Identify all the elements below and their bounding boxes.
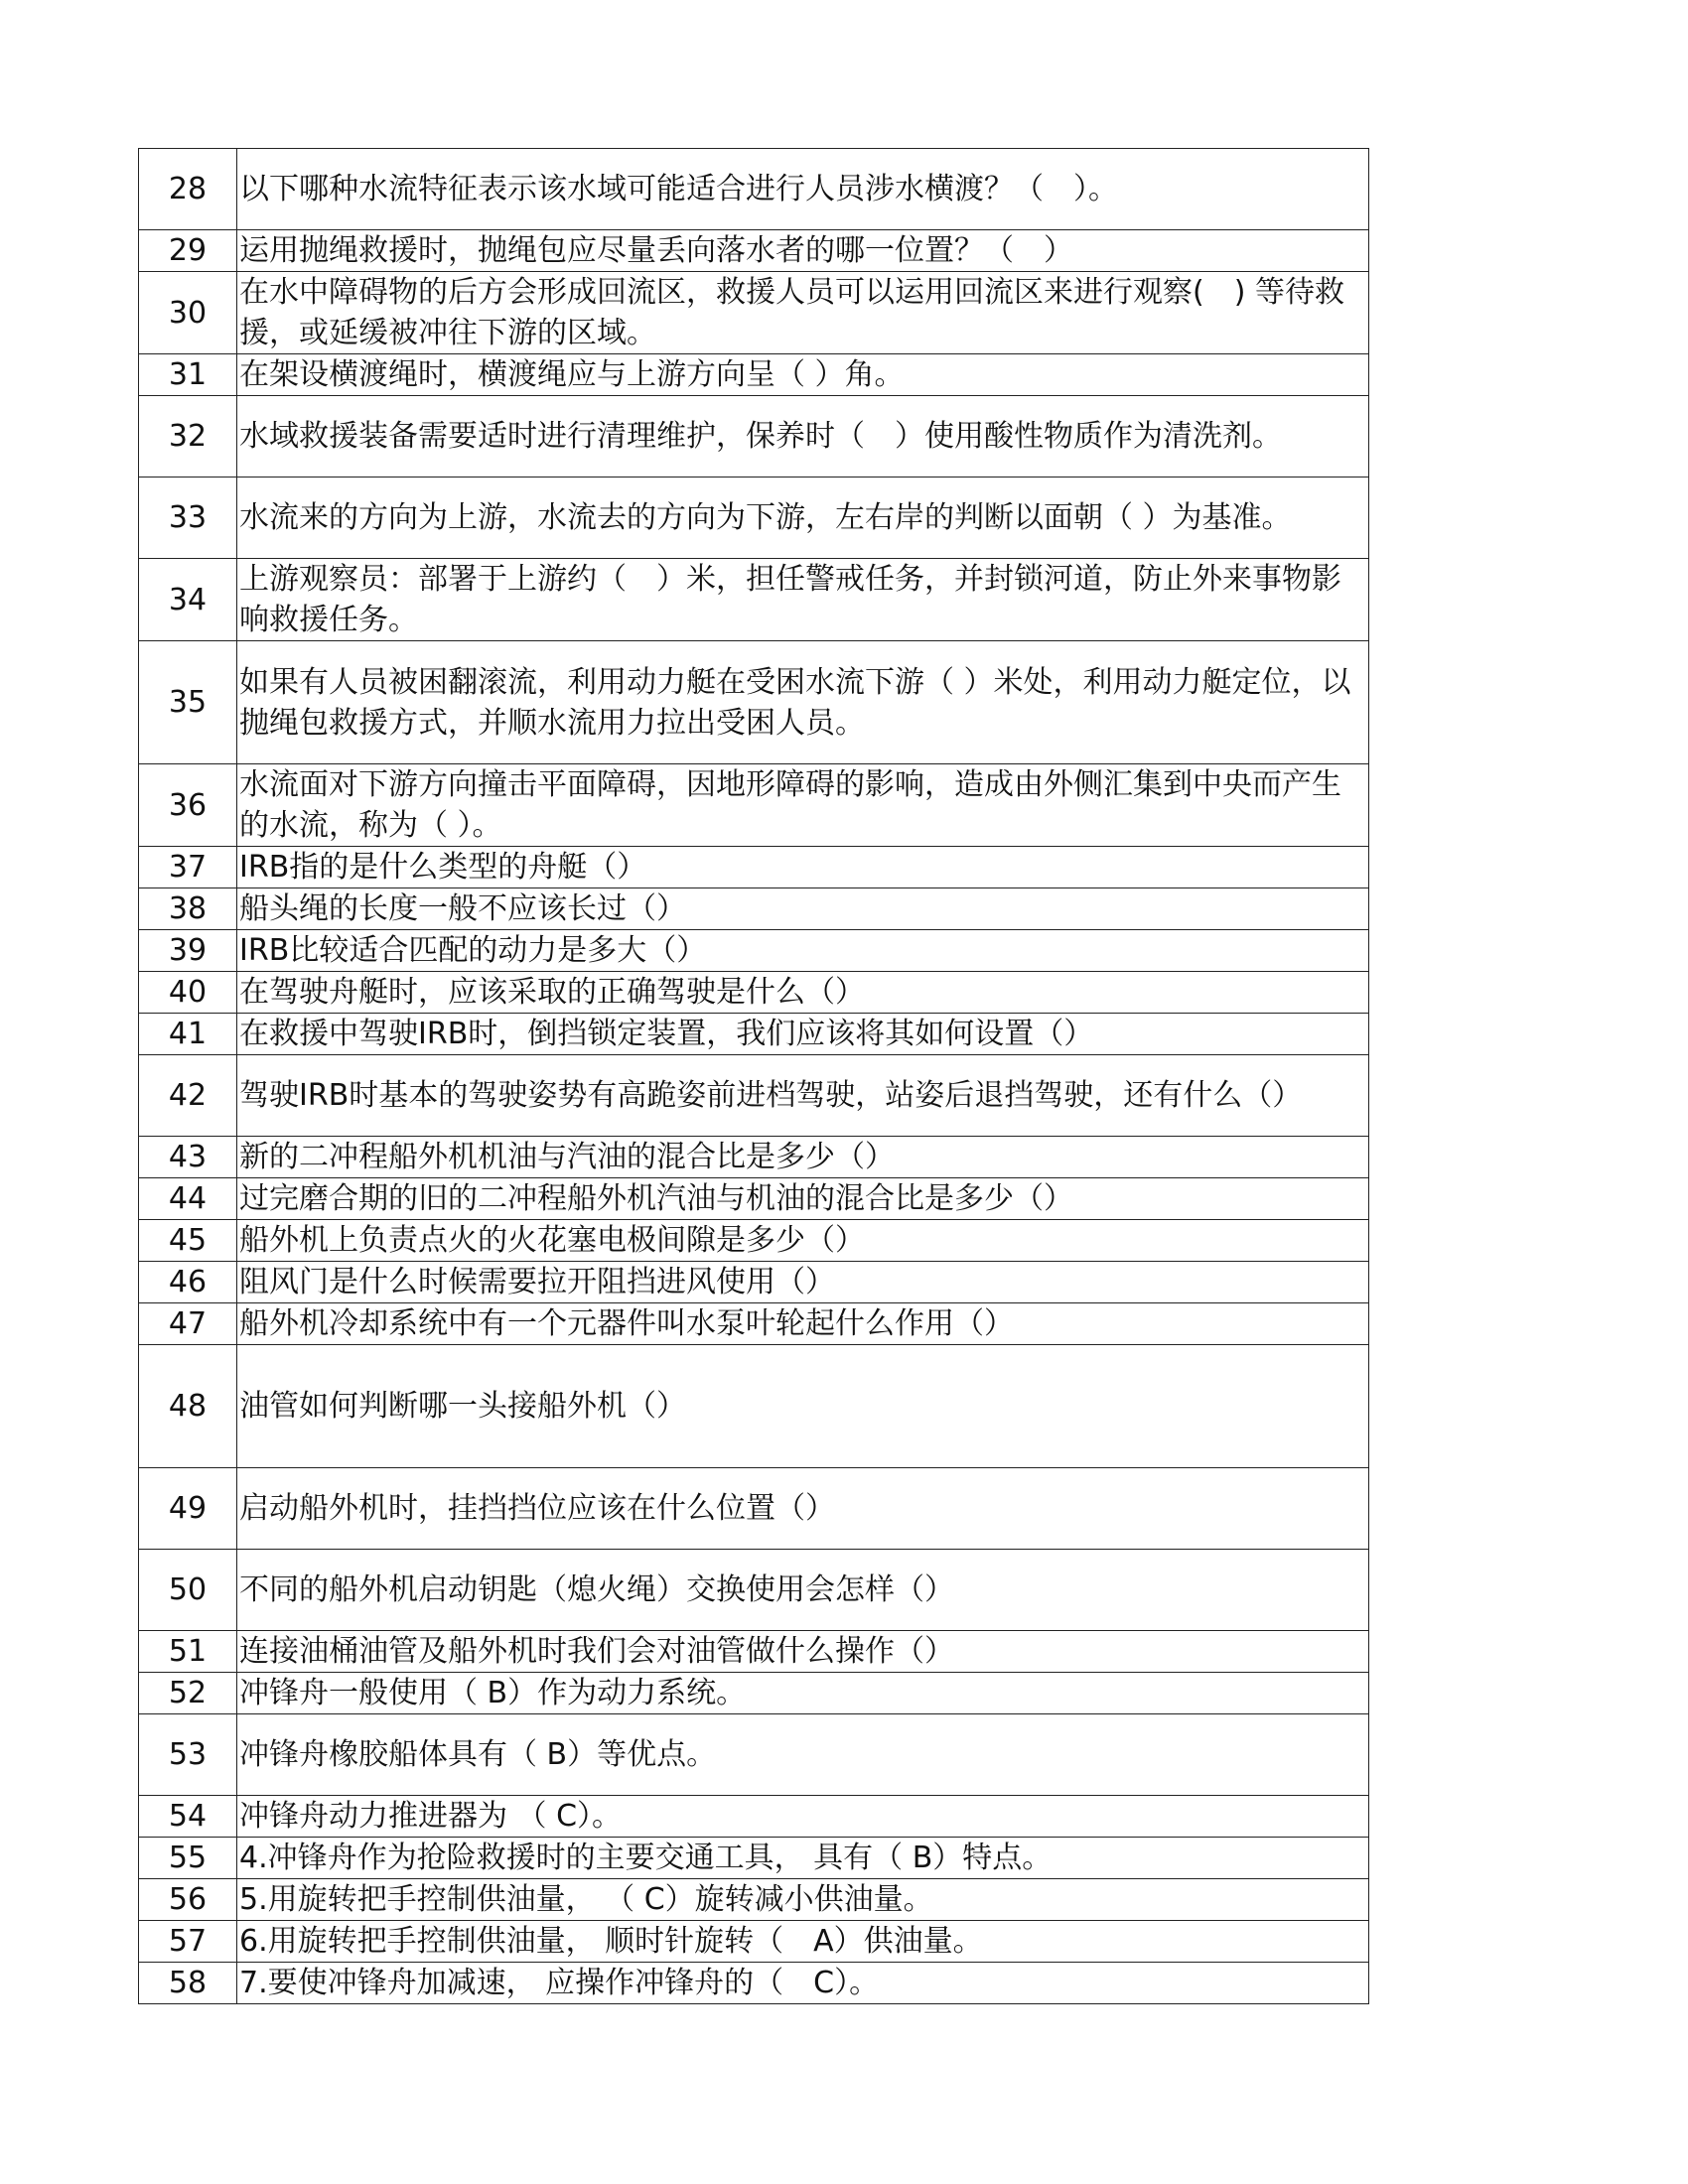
question-number: 33 bbox=[139, 478, 237, 559]
question-text: 船外机上负责点火的火花塞电极间隙是多少（） bbox=[237, 1220, 1369, 1262]
table-row bbox=[139, 354, 1369, 396]
table-row bbox=[139, 559, 1369, 641]
question-text: 冲锋舟橡胶船体具有（ B）等优点。 bbox=[237, 1714, 1369, 1796]
question-number: 40 bbox=[139, 972, 237, 1014]
table-row bbox=[139, 1055, 1369, 1137]
question-number: 58 bbox=[139, 1963, 237, 2004]
table-row bbox=[139, 1220, 1369, 1262]
table-row bbox=[139, 1262, 1369, 1303]
table-row bbox=[139, 1468, 1369, 1550]
table-row bbox=[139, 930, 1369, 972]
question-number: 42 bbox=[139, 1055, 237, 1137]
question-text: 驾驶IRB时基本的驾驶姿势有高跪姿前进档驾驶，站姿后退挡驾驶，还有什么（） bbox=[237, 1055, 1369, 1137]
question-number: 56 bbox=[139, 1879, 237, 1921]
table-row bbox=[139, 1921, 1369, 1963]
question-number: 55 bbox=[139, 1838, 237, 1879]
question-text: 6.用旋转把手控制供油量， 顺时针旋转（ A）供油量。 bbox=[237, 1921, 1369, 1963]
table-row bbox=[139, 1345, 1369, 1468]
question-number: 44 bbox=[139, 1178, 237, 1220]
question-number: 49 bbox=[139, 1468, 237, 1550]
question-number: 50 bbox=[139, 1550, 237, 1631]
question-text: 水流来的方向为上游，水流去的方向为下游，左右岸的判断以面朝（ ）为基准。 bbox=[237, 478, 1369, 559]
question-text: 阻风门是什么时候需要拉开阻挡进风使用（） bbox=[237, 1262, 1369, 1303]
question-text: IRB指的是什么类型的舟艇（） bbox=[237, 847, 1369, 888]
question-text: 5.用旋转把手控制供油量， （ C）旋转减小供油量。 bbox=[237, 1879, 1369, 1921]
table-row bbox=[139, 1631, 1369, 1673]
question-text: 运用抛绳救援时，抛绳包应尽量丢向落水者的哪一位置？（ ） bbox=[237, 230, 1369, 272]
question-number: 32 bbox=[139, 396, 237, 478]
table-row bbox=[139, 1838, 1369, 1879]
question-text: 过完磨合期的旧的二冲程船外机汽油与机油的混合比是多少（） bbox=[237, 1178, 1369, 1220]
question-table bbox=[138, 148, 1369, 2004]
table-row bbox=[139, 396, 1369, 478]
question-text: 7.要使冲锋舟加减速， 应操作冲锋舟的（ C）。 bbox=[237, 1963, 1369, 2004]
question-text: 冲锋舟一般使用（ B）作为动力系统。 bbox=[237, 1673, 1369, 1714]
question-number: 41 bbox=[139, 1014, 237, 1055]
question-number: 51 bbox=[139, 1631, 237, 1673]
question-number: 36 bbox=[139, 764, 237, 847]
question-text: 4.冲锋舟作为抢险救援时的主要交通工具， 具有（ B）特点。 bbox=[237, 1838, 1369, 1879]
question-number: 57 bbox=[139, 1921, 237, 1963]
question-number: 31 bbox=[139, 354, 237, 396]
table-row bbox=[139, 888, 1369, 930]
question-text: IRB比较适合匹配的动力是多大（） bbox=[237, 930, 1369, 972]
table-row bbox=[139, 1014, 1369, 1055]
question-number: 29 bbox=[139, 230, 237, 272]
question-text: 不同的船外机启动钥匙（熄火绳）交换使用会怎样（） bbox=[237, 1550, 1369, 1631]
table-row bbox=[139, 1963, 1369, 2004]
question-number: 38 bbox=[139, 888, 237, 930]
question-text: 船外机冷却系统中有一个元器件叫水泵叶轮起什么作用（） bbox=[237, 1303, 1369, 1345]
question-number: 47 bbox=[139, 1303, 237, 1345]
question-text: 以下哪种水流特征表示该水域可能适合进行人员涉水横渡？（ ）。 bbox=[237, 149, 1369, 230]
table-row bbox=[139, 641, 1369, 764]
question-text: 冲锋舟动力推进器为 （ C）。 bbox=[237, 1796, 1369, 1838]
question-text: 在水中障碍物的后方会形成回流区，救援人员可以运用回流区来进行观察( ) 等待救援，或延缓被冲往下游的区域。 bbox=[237, 272, 1369, 354]
table-row bbox=[139, 1303, 1369, 1345]
question-number: 53 bbox=[139, 1714, 237, 1796]
question-text: 在架设横渡绳时，横渡绳应与上游方向呈（ ）角。 bbox=[237, 354, 1369, 396]
question-number: 35 bbox=[139, 641, 237, 764]
question-number: 37 bbox=[139, 847, 237, 888]
question-text: 油管如何判断哪一头接船外机（） bbox=[237, 1345, 1369, 1468]
question-text: 水流面对下游方向撞击平面障碍，因地形障碍的影响，造成由外侧汇集到中央而产生的水流，称为（ ）。 bbox=[237, 764, 1369, 847]
question-text: 船头绳的长度一般不应该长过（） bbox=[237, 888, 1369, 930]
question-number: 46 bbox=[139, 1262, 237, 1303]
table-row bbox=[139, 1178, 1369, 1220]
table-row bbox=[139, 1550, 1369, 1631]
question-number: 43 bbox=[139, 1137, 237, 1178]
table-row bbox=[139, 764, 1369, 847]
question-text: 启动船外机时，挂挡挡位应该在什么位置（） bbox=[237, 1468, 1369, 1550]
question-number: 52 bbox=[139, 1673, 237, 1714]
table-row bbox=[139, 847, 1369, 888]
table-row bbox=[139, 478, 1369, 559]
question-number: 39 bbox=[139, 930, 237, 972]
table-row bbox=[139, 1714, 1369, 1796]
table-row bbox=[139, 149, 1369, 230]
table-row bbox=[139, 1673, 1369, 1714]
question-text: 新的二冲程船外机机油与汽油的混合比是多少（） bbox=[237, 1137, 1369, 1178]
question-number: 30 bbox=[139, 272, 237, 354]
question-text: 上游观察员：部署于上游约（ ）米，担任警戒任务，并封锁河道，防止外来事物影响救援任务。 bbox=[237, 559, 1369, 641]
question-number: 34 bbox=[139, 559, 237, 641]
table-row bbox=[139, 972, 1369, 1014]
question-number: 54 bbox=[139, 1796, 237, 1838]
question-number: 48 bbox=[139, 1345, 237, 1468]
question-number: 45 bbox=[139, 1220, 237, 1262]
question-text: 连接油桶油管及船外机时我们会对油管做什么操作（） bbox=[237, 1631, 1369, 1673]
table-row bbox=[139, 1137, 1369, 1178]
question-text: 在驾驶舟艇时，应该采取的正确驾驶是什么（） bbox=[237, 972, 1369, 1014]
table-row bbox=[139, 230, 1369, 272]
table-row bbox=[139, 1879, 1369, 1921]
question-text: 水域救援装备需要适时进行清理维护，保养时（ ）使用酸性物质作为清洗剂。 bbox=[237, 396, 1369, 478]
question-number: 28 bbox=[139, 149, 237, 230]
question-text: 如果有人员被困翻滚流，利用动力艇在受困水流下游（ ）米处，利用动力艇定位，以抛绳包救援方式，并顺水流用力拉出受困人员。 bbox=[237, 641, 1369, 764]
question-text: 在救援中驾驶IRB时，倒挡锁定装置，我们应该将其如何设置（） bbox=[237, 1014, 1369, 1055]
table-row bbox=[139, 272, 1369, 354]
table-row bbox=[139, 1796, 1369, 1838]
